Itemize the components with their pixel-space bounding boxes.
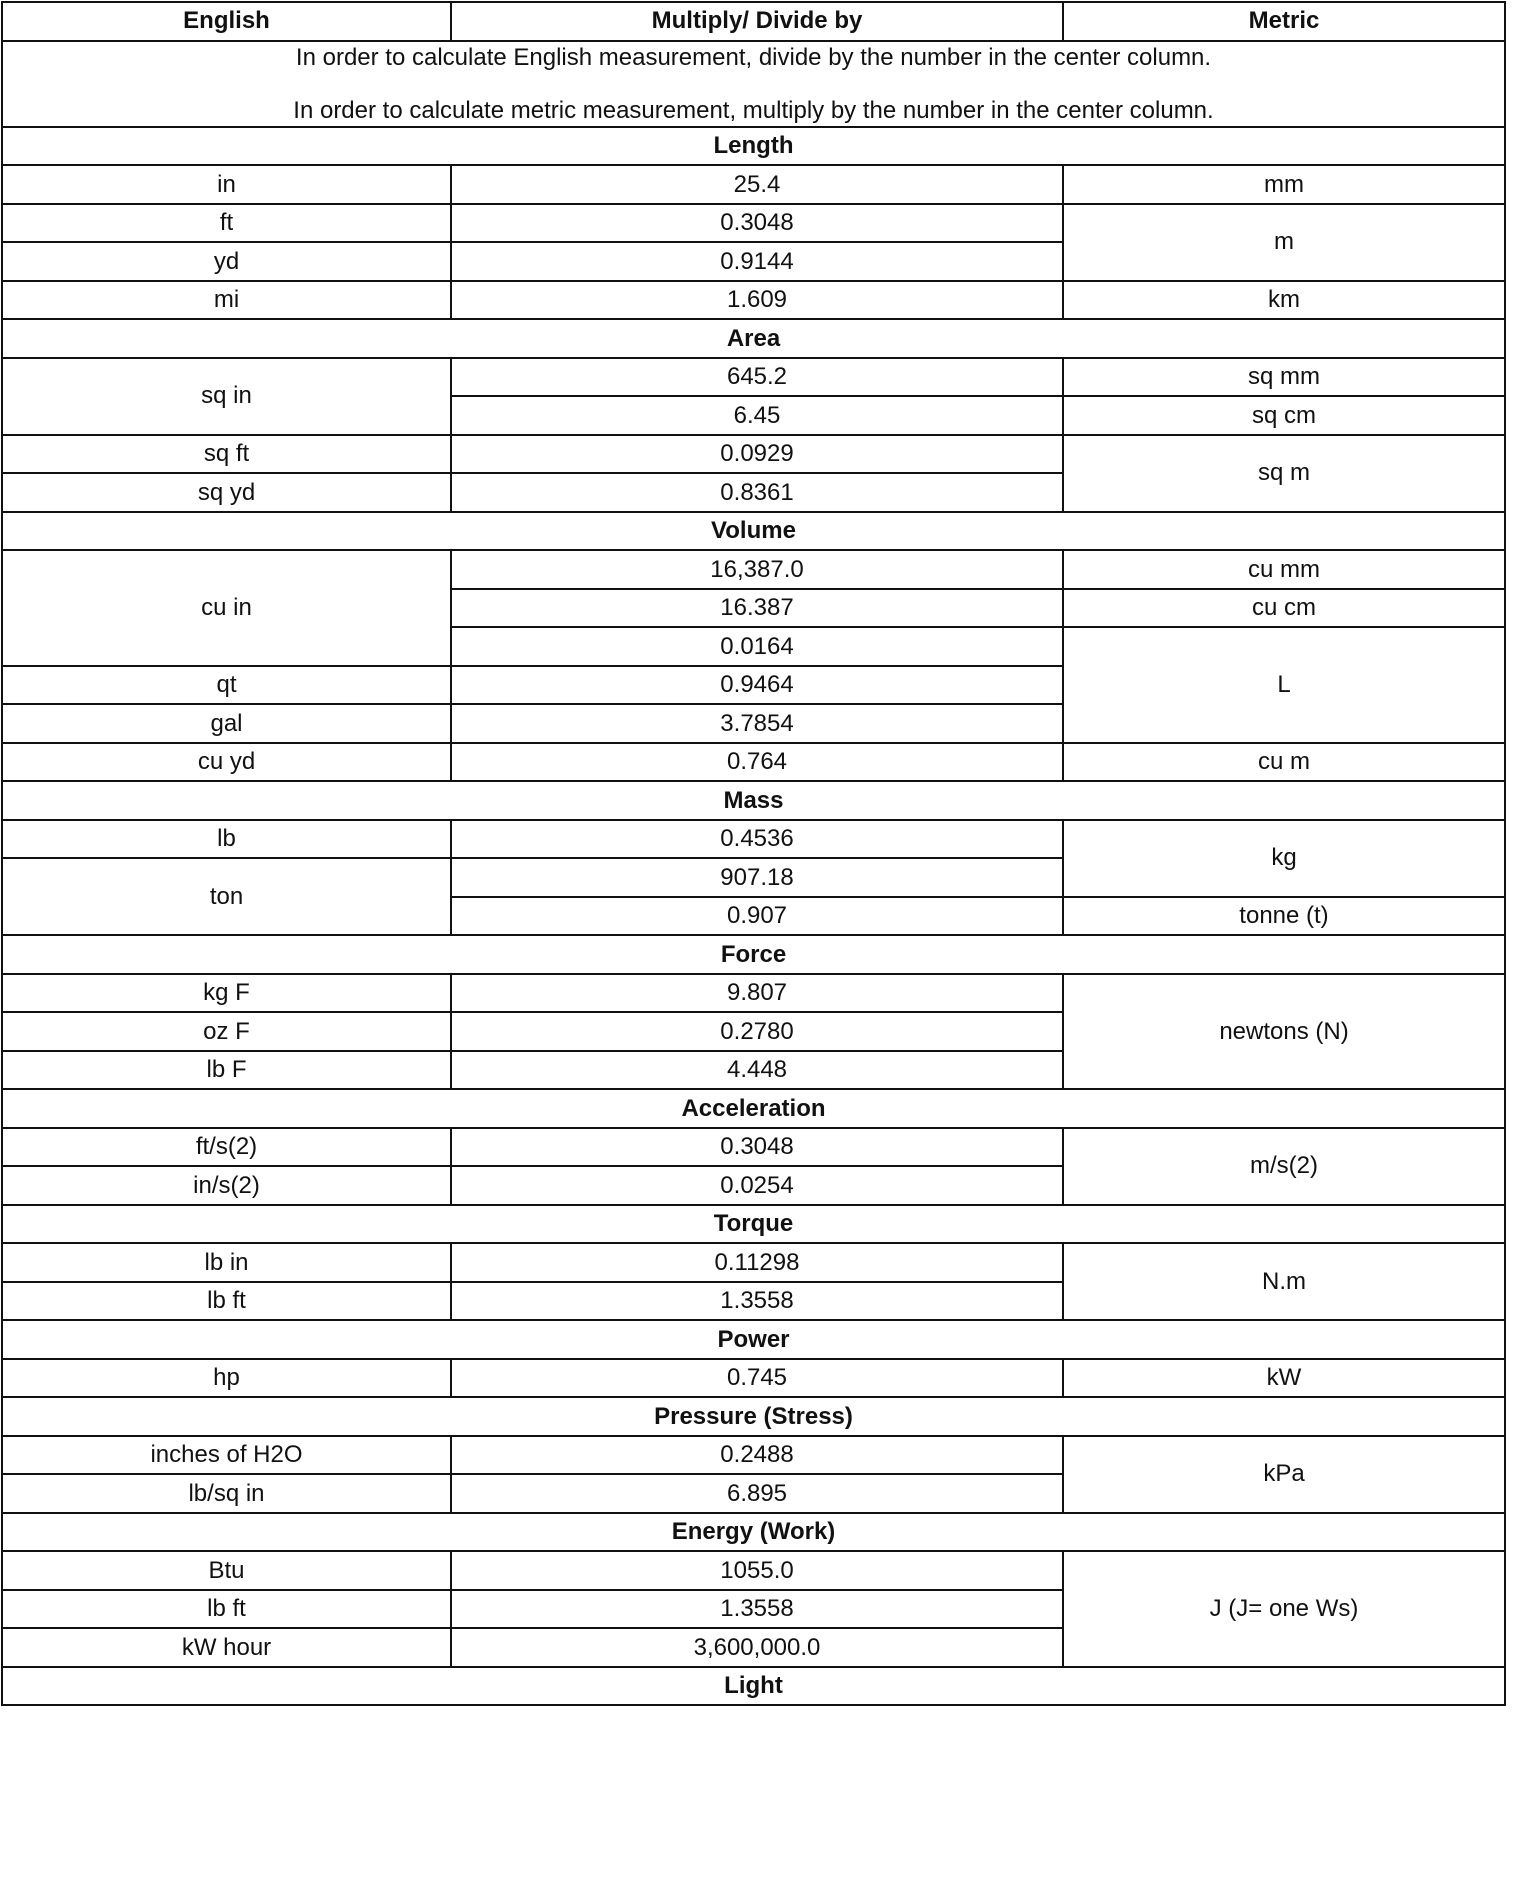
table-row <box>2 165 1505 204</box>
intro-cell <box>2 41 1505 127</box>
english-unit: lb <box>2 820 451 859</box>
conversion-factor: 1.3558 <box>451 1282 1063 1321</box>
conversion-factor: 3.7854 <box>451 704 1063 743</box>
conversion-factor: 25.4 <box>451 165 1063 204</box>
section-title-acceleration: Acceleration <box>2 1089 1505 1128</box>
english-unit: oz F <box>2 1012 451 1051</box>
conversion-factor: 0.3048 <box>451 204 1063 243</box>
english-unit: sq ft <box>2 435 451 474</box>
table-row <box>2 1359 1505 1398</box>
conversion-factor: 0.8361 <box>451 473 1063 512</box>
table-row <box>2 820 1505 859</box>
table-row <box>2 435 1505 474</box>
english-unit: kg F <box>2 974 451 1013</box>
metric-unit: J (J= one Ws) <box>1063 1551 1505 1667</box>
metric-unit: km <box>1063 281 1505 320</box>
metric-unit: m <box>1063 204 1505 281</box>
section-title-energy: Energy (Work) <box>2 1513 1505 1552</box>
conversion-factor: 0.764 <box>451 743 1063 782</box>
conversion-factor: 0.9144 <box>451 242 1063 281</box>
metric-unit: kg <box>1063 820 1505 897</box>
section-row <box>2 1667 1505 1706</box>
english-unit: inches of H2O <box>2 1436 451 1475</box>
section-row <box>2 1089 1505 1128</box>
metric-unit: sq cm <box>1063 396 1505 435</box>
english-unit: cu in <box>2 550 451 666</box>
conversion-factor: 0.745 <box>451 1359 1063 1398</box>
metric-unit: mm <box>1063 165 1505 204</box>
conversion-factor: 16,387.0 <box>451 550 1063 589</box>
table-row <box>2 1551 1505 1590</box>
conversion-factor: 6.895 <box>451 1474 1063 1513</box>
section-row <box>2 512 1505 551</box>
intro-metric-note: In order to calculate metric measurement, multiply by the number in the center column. <box>293 96 1214 124</box>
section-row <box>2 1397 1505 1436</box>
table-row <box>2 1128 1505 1167</box>
english-unit: lb/sq in <box>2 1474 451 1513</box>
factor-header: Multiply/ Divide by <box>451 2 1063 41</box>
section-title-length: Length <box>2 127 1505 166</box>
conversion-factor: 0.4536 <box>451 820 1063 859</box>
english-unit: cu yd <box>2 743 451 782</box>
table-row <box>2 358 1505 397</box>
english-unit: lb ft <box>2 1282 451 1321</box>
conversion-factor: 9.807 <box>451 974 1063 1013</box>
conversion-factor: 0.2488 <box>451 1436 1063 1475</box>
section-row <box>2 935 1505 974</box>
english-unit: sq yd <box>2 473 451 512</box>
english-unit: ft <box>2 204 451 243</box>
table-row <box>2 281 1505 320</box>
metric-unit: sq m <box>1063 435 1505 512</box>
english-unit: in/s(2) <box>2 1166 451 1205</box>
english-unit: gal <box>2 704 451 743</box>
section-title-pressure: Pressure (Stress) <box>2 1397 1505 1436</box>
metric-unit: kPa <box>1063 1436 1505 1513</box>
table-row <box>2 974 1505 1013</box>
section-title-volume: Volume <box>2 512 1505 551</box>
metric-unit: N.m <box>1063 1243 1505 1320</box>
conversion-factor: 0.2780 <box>451 1012 1063 1051</box>
table-row <box>2 743 1505 782</box>
metric-unit: cu mm <box>1063 550 1505 589</box>
metric-unit: m/s(2) <box>1063 1128 1505 1205</box>
metric-unit: L <box>1063 627 1505 743</box>
english-unit: mi <box>2 281 451 320</box>
metric-unit: newtons (N) <box>1063 974 1505 1090</box>
metric-header: Metric <box>1063 2 1505 41</box>
conversion-factor: 6.45 <box>451 396 1063 435</box>
english-unit: lb F <box>2 1051 451 1090</box>
table-row <box>2 204 1505 243</box>
conversion-factor: 1.3558 <box>451 1590 1063 1629</box>
conversion-factor: 0.907 <box>451 897 1063 936</box>
conversion-table <box>1 1 1506 1706</box>
metric-unit: sq mm <box>1063 358 1505 397</box>
conversion-factor: 4.448 <box>451 1051 1063 1090</box>
table-row <box>2 550 1505 589</box>
conversion-factor: 0.0164 <box>451 627 1063 666</box>
section-title-power: Power <box>2 1320 1505 1359</box>
conversion-factor: 0.11298 <box>451 1243 1063 1282</box>
metric-unit: cu m <box>1063 743 1505 782</box>
conversion-factor: 16.387 <box>451 589 1063 628</box>
section-title-force: Force <box>2 935 1505 974</box>
section-row <box>2 127 1505 166</box>
english-unit: lb ft <box>2 1590 451 1629</box>
conversion-factor: 0.9464 <box>451 666 1063 705</box>
english-unit: Btu <box>2 1551 451 1590</box>
section-row <box>2 1513 1505 1552</box>
english-unit: ton <box>2 858 451 935</box>
table-row <box>2 1243 1505 1282</box>
header-row <box>2 2 1505 41</box>
metric-unit: cu cm <box>1063 589 1505 628</box>
conversion-factor: 0.0929 <box>451 435 1063 474</box>
english-unit: ft/s(2) <box>2 1128 451 1167</box>
english-unit: hp <box>2 1359 451 1398</box>
section-title-mass: Mass <box>2 781 1505 820</box>
english-header: English <box>2 2 451 41</box>
english-unit: sq in <box>2 358 451 435</box>
section-row <box>2 781 1505 820</box>
english-unit: qt <box>2 666 451 705</box>
english-unit: kW hour <box>2 1628 451 1667</box>
section-title-torque: Torque <box>2 1205 1505 1244</box>
section-title-light: Light <box>2 1667 1505 1706</box>
intro-english-note: In order to calculate English measurement, divide by the number in the center column. <box>295 43 1212 71</box>
english-unit: in <box>2 165 451 204</box>
conversion-factor: 1055.0 <box>451 1551 1063 1590</box>
conversion-factor: 3,600,000.0 <box>451 1628 1063 1667</box>
conversion-factor: 645.2 <box>451 358 1063 397</box>
english-unit: yd <box>2 242 451 281</box>
section-row <box>2 1320 1505 1359</box>
section-row <box>2 319 1505 358</box>
metric-unit: tonne (t) <box>1063 897 1505 936</box>
intro-row <box>2 41 1505 127</box>
section-row <box>2 1205 1505 1244</box>
table-row <box>2 1436 1505 1475</box>
conversion-factor: 0.3048 <box>451 1128 1063 1167</box>
conversion-factor: 1.609 <box>451 281 1063 320</box>
metric-unit: kW <box>1063 1359 1505 1398</box>
english-unit: lb in <box>2 1243 451 1282</box>
conversion-factor: 907.18 <box>451 858 1063 897</box>
section-title-area: Area <box>2 319 1505 358</box>
conversion-factor: 0.0254 <box>451 1166 1063 1205</box>
